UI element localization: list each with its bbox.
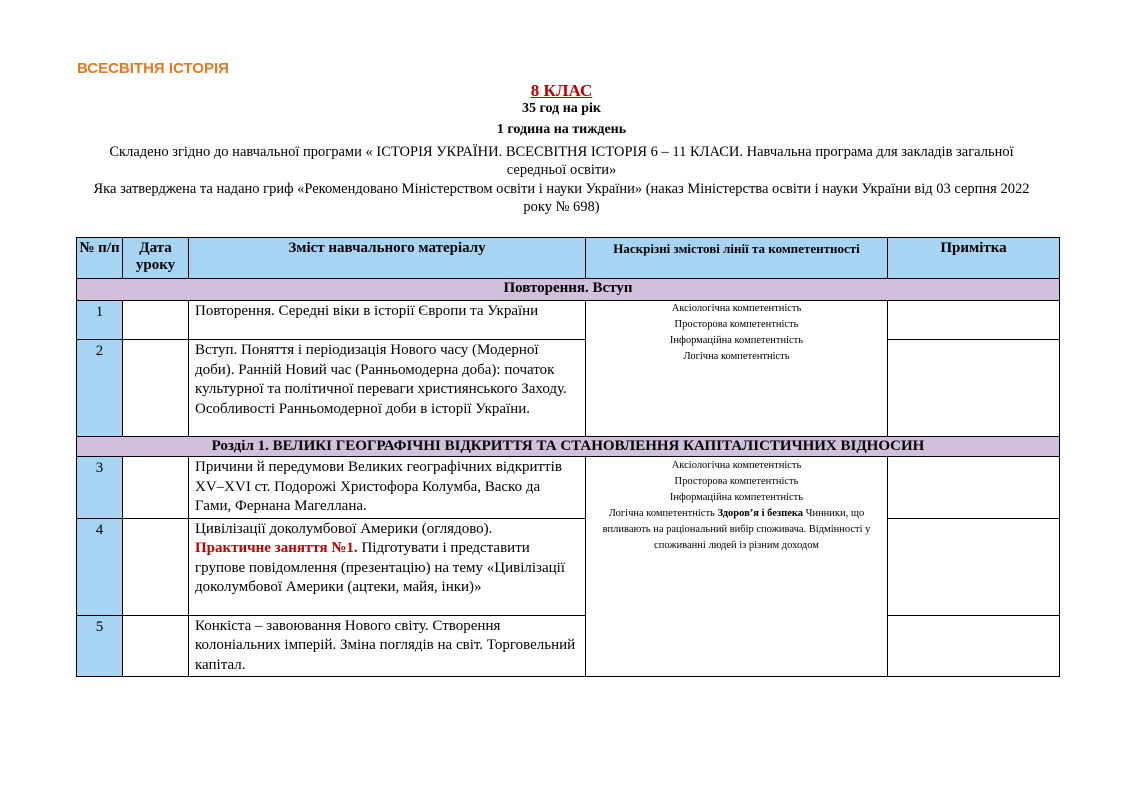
column-header-date: Дата уроку — [123, 238, 189, 279]
content-text: Підготувати і представити групове повідомлення (презентацію) на тему «Цивілізації доколумбової Америки (ацтеки, майя, інки)» — [195, 540, 565, 595]
row-number: 3 — [77, 457, 123, 519]
competency-item: Просторова компетентність — [674, 319, 799, 330]
table-row — [77, 518, 1060, 615]
hours-per-week: 1 година на тиждень — [496, 122, 627, 137]
column-header-number: № п/п — [77, 238, 123, 279]
competency-cross-cutting — [586, 506, 887, 554]
competency-item: Просторова компетентність — [674, 476, 799, 487]
competency-item: Інформаційна компетентність — [669, 335, 804, 346]
row-date — [123, 457, 189, 519]
column-header-note: Примітка — [888, 238, 1060, 279]
competency-item: Аксіологічна компетентність — [671, 460, 802, 471]
row-content: Конкіста – завоювання Нового світу. Створення колоніальних імперій. Зміна поглядів на світ. Торговельний капітал. — [189, 615, 586, 677]
table-row — [77, 301, 1060, 340]
row-note — [888, 518, 1060, 615]
health-safety-label: Здоров’я і безпека — [717, 508, 803, 519]
row-date — [123, 518, 189, 615]
table-row — [77, 340, 1060, 437]
row-number: 5 — [77, 615, 123, 677]
competency-item: Аксіологічна компетентність — [671, 303, 802, 314]
content-text: Цивілізації доколумбової Америки (оглядово). — [195, 520, 493, 537]
row-competencies — [586, 301, 888, 437]
column-header-content: Зміст навчального матеріалу — [189, 238, 586, 279]
table-row — [77, 457, 1060, 519]
row-content: Причини й передумови Великих географічних відкриттів XV–XVI ст. Подорожі Христофора Колумба, Васко да Гами, Фернана Магеллана. — [189, 457, 586, 519]
health-safety-text: Чинники, що впливають на раціональний вибір споживача. Відмінності у споживанні людей із різним доходом — [602, 508, 871, 551]
row-number: 1 — [77, 301, 123, 340]
competency-item: Логічна компетентність — [683, 351, 790, 362]
section-title: Повторення. Вступ — [77, 279, 1060, 301]
subject-title: ВСЕСВІТНЯ ІСТОРІЯ — [77, 60, 229, 77]
row-note — [888, 615, 1060, 677]
competency-logic: Логічна компетентність — [608, 508, 718, 519]
grade-title: 8 КЛАС — [530, 81, 593, 100]
row-content — [189, 518, 586, 615]
section-row — [77, 279, 1060, 301]
row-number: 4 — [77, 518, 123, 615]
row-date — [123, 301, 189, 340]
section-row — [77, 437, 1060, 457]
row-competencies — [586, 457, 888, 677]
row-note — [888, 457, 1060, 519]
row-date — [123, 615, 189, 677]
row-note — [888, 301, 1060, 340]
row-content: Вступ. Поняття і періодизація Нового часу (Модерної доби). Ранній Новий час (Ранньомодерна доба): початок культурної та політичної переваги християнського Заходу. Особливості Ранньомодерної доби в історії України. — [189, 340, 586, 437]
row-number: 2 — [77, 340, 123, 437]
program-reference: Складено згідно до навчальної програми « ІСТОРІЯ УКРАЇНИ. ВСЕСВІТНЯ ІСТОРІЯ 6 – 11 КЛАСИ. Навчальна програма для закладів загальної середньої освіти» — [109, 144, 1014, 178]
section-title: Розділ 1. ВЕЛИКІ ГЕОГРАФІЧНІ ВІДКРИТТЯ ТА СТАНОВЛЕННЯ КАПІТАЛІСТИЧНИХ ВІДНОСИН — [77, 437, 1060, 457]
competency-item: Інформаційна компетентність — [669, 492, 804, 503]
row-note — [888, 340, 1060, 437]
practical-lesson-label: Практичне заняття №1. — [195, 540, 358, 556]
row-date — [123, 340, 189, 437]
column-header-competencies: Наскрізні змістові лінії та компетентності — [586, 238, 888, 279]
hours-per-year: 35 год на рік — [522, 101, 601, 116]
lesson-plan-table — [76, 237, 1060, 677]
table-row — [77, 615, 1060, 677]
row-content: Повторення. Середні віки в історії Європи та України — [189, 301, 586, 340]
approval-reference: Яка затверджена та надано гриф «Рекомендовано Міністерством освіти і науки України» (наказ Міністерства освіти і науки України від 03 серпня 2022 року № 698) — [93, 181, 1030, 215]
